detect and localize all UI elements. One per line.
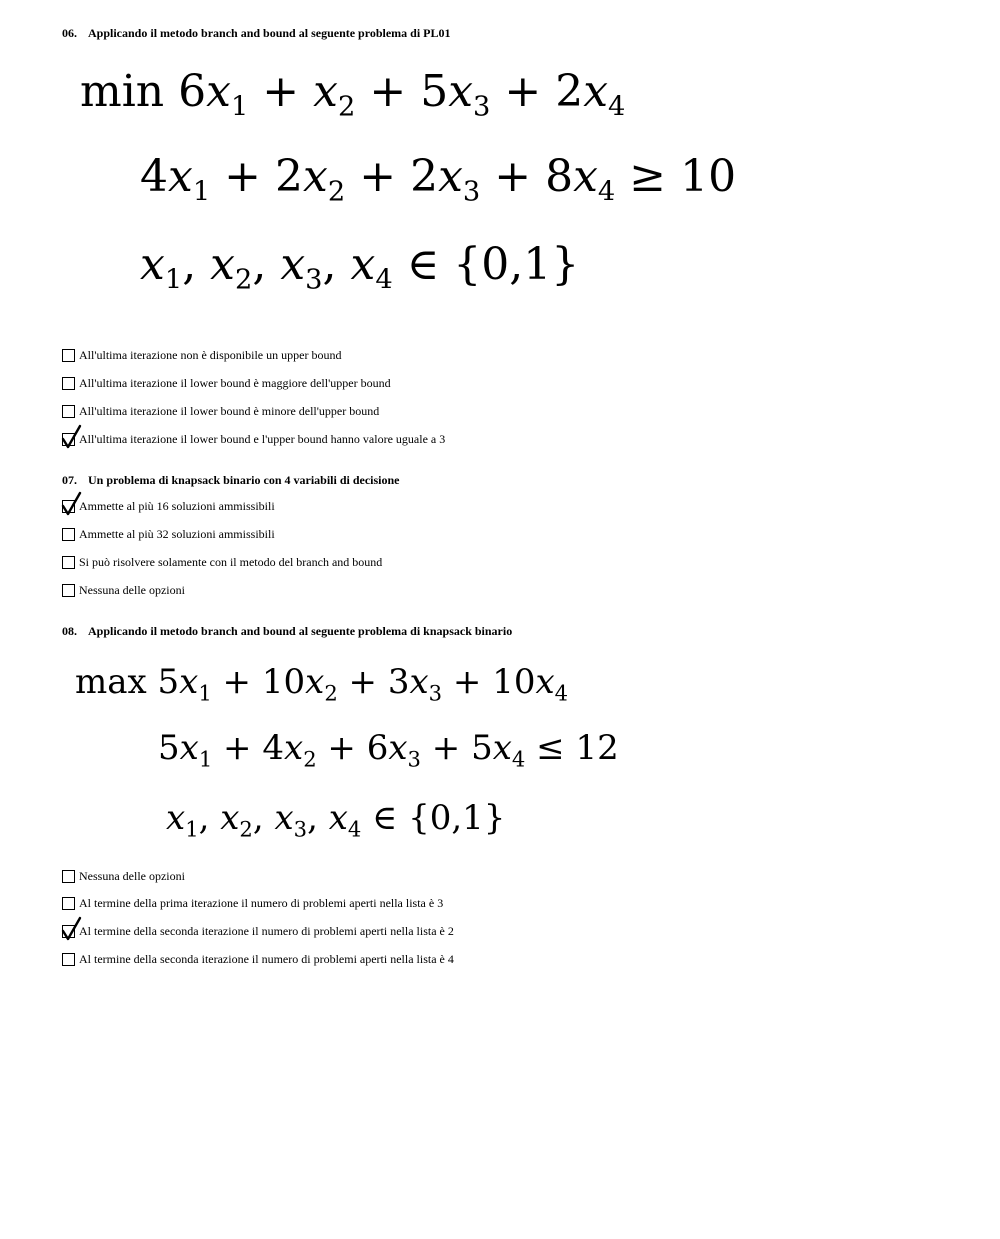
variable-index: 3 (462, 176, 481, 208)
question-06-title: 06. Applicando il metodo branch and bound al seguente problema di PL01 (62, 26, 451, 40)
variable-index: 3 (428, 680, 443, 706)
separator: , (322, 239, 351, 290)
variable-index: 4 (554, 680, 569, 706)
variable: x (179, 728, 199, 768)
variable-index: 1 (198, 746, 213, 772)
variable: x (305, 662, 325, 702)
plus-operator: + (442, 662, 493, 702)
objective-sense: max (75, 662, 158, 702)
right-hand-side: 10 (680, 151, 737, 202)
plus-operator: + (211, 662, 262, 702)
variable: x (535, 662, 555, 702)
variable-index: 2 (324, 680, 338, 706)
q08-constraint (158, 728, 619, 772)
plus-operator: + (316, 728, 367, 768)
coefficient: 2 (410, 151, 439, 202)
variable-index: 1 (198, 680, 212, 706)
q08-option-1[interactable]: Nessuna delle opzioni (62, 868, 185, 884)
coefficient: 4 (140, 151, 168, 202)
variable: x (448, 66, 474, 117)
coefficient: 5 (471, 728, 493, 768)
variable-index: 4 (511, 746, 526, 772)
checkbox[interactable] (62, 349, 75, 362)
variable-index: 4 (375, 264, 393, 296)
variable: x (492, 728, 512, 768)
variable: x (140, 239, 165, 290)
plus-operator: + (248, 66, 314, 117)
variable: x (220, 798, 240, 838)
plus-operator: + (210, 151, 276, 202)
q07-option-3[interactable]: Si può risolvere solamente con il metodo del branch and bound (62, 554, 382, 570)
variable: x (284, 728, 304, 768)
q06-option-2[interactable]: All'ultima iterazione il lower bound è maggiore dell'upper bound (62, 375, 391, 391)
coefficient: 5 (420, 66, 449, 117)
plus-operator: + (355, 66, 421, 117)
separator: , (252, 239, 281, 290)
q07-option-4[interactable]: Nessuna delle opzioni (62, 582, 185, 598)
variable-index: 1 (164, 264, 183, 296)
checkmark-icon (60, 492, 82, 516)
checkbox[interactable] (62, 925, 75, 938)
binary-domain: ∈ {0,1} (392, 239, 580, 290)
variable: x (166, 798, 186, 838)
coefficient: 6 (178, 66, 207, 117)
variable-index: 3 (305, 264, 323, 296)
variable-index: 4 (597, 176, 616, 208)
binary-domain: ∈ {0,1} (361, 798, 506, 838)
separator: , (182, 239, 211, 290)
q06-constraint (140, 151, 737, 208)
coefficient: 2 (555, 66, 584, 117)
relation-operator: ≥ (615, 151, 681, 202)
coefficient: 5 (157, 662, 180, 702)
variable-index: 2 (327, 176, 346, 208)
q08-option-4[interactable]: Al termine della seconda iterazione il numero di problemi aperti nella lista è 4 (62, 951, 454, 967)
checkbox[interactable] (62, 897, 75, 910)
right-hand-side: 12 (575, 728, 619, 768)
coefficient: 2 (275, 151, 304, 202)
coefficient: 10 (261, 662, 306, 702)
variable-index: 2 (337, 91, 356, 123)
q07-option-2[interactable]: Ammette al più 32 soluzioni ammissibili (62, 526, 275, 542)
q08-option-2[interactable]: Al termine della prima iterazione il numero di problemi aperti nella lista è 3 (62, 895, 443, 911)
plus-operator: + (490, 66, 556, 117)
variable: x (313, 66, 338, 117)
coefficient: 5 (158, 728, 180, 768)
variable-index: 1 (192, 176, 211, 208)
question-07-title: 07. Un problema di knapsack binario con 4 variabili di decisione (62, 473, 400, 487)
variable: x (573, 151, 598, 202)
checkbox[interactable] (62, 528, 75, 541)
q06-option-1[interactable]: All'ultima iterazione non è disponibile un upper bound (62, 347, 341, 363)
variable: x (388, 728, 408, 768)
q08-domain (166, 798, 506, 842)
plus-operator: + (480, 151, 546, 202)
relation-operator: ≤ (525, 728, 576, 768)
variable: x (168, 151, 193, 202)
variable: x (583, 66, 609, 117)
q06-objective (80, 66, 626, 123)
variable-index: 1 (230, 91, 249, 123)
q08-objective (75, 662, 569, 706)
q07-option-1[interactable]: Ammette al più 16 soluzioni ammissibili (62, 498, 275, 514)
variable-index: 3 (293, 816, 308, 842)
q06-domain (140, 239, 580, 296)
variable-index: 2 (235, 264, 253, 296)
checkbox[interactable] (62, 584, 75, 597)
separator: , (307, 798, 329, 838)
coefficient: 10 (492, 662, 536, 702)
plus-operator: + (345, 151, 411, 202)
checkbox[interactable] (62, 500, 75, 513)
variable: x (210, 239, 235, 290)
variable-index: 4 (608, 91, 626, 123)
variable: x (206, 66, 231, 117)
variable-index: 3 (407, 746, 421, 772)
objective-sense: min (80, 66, 179, 117)
separator: , (198, 798, 221, 838)
checkmark-icon (60, 917, 82, 941)
plus-operator: + (337, 662, 388, 702)
checkbox[interactable] (62, 870, 75, 883)
variable: x (303, 151, 328, 202)
question-08-title: 08. Applicando il metodo branch and bound al seguente problema di knapsack binario (62, 624, 513, 638)
separator: , (252, 798, 275, 838)
checkbox[interactable] (62, 433, 75, 446)
variable-index: 2 (239, 816, 253, 842)
variable-index: 3 (473, 91, 491, 123)
variable: x (409, 662, 429, 702)
coefficient: 8 (545, 151, 574, 202)
variable: x (350, 239, 376, 290)
checkmark-icon (60, 425, 82, 449)
plus-operator: + (212, 728, 263, 768)
checkbox[interactable] (62, 556, 75, 569)
checkbox[interactable] (62, 377, 75, 390)
q06-option-3[interactable]: All'ultima iterazione il lower bound è minore dell'upper bound (62, 403, 379, 419)
checkbox[interactable] (62, 953, 75, 966)
plus-operator: + (420, 728, 472, 768)
checkbox[interactable] (62, 405, 75, 418)
q08-option-3[interactable]: Al termine della seconda iterazione il numero di problemi aperti nella lista è 2 (62, 923, 454, 939)
q06-option-4[interactable]: All'ultima iterazione il lower bound e l'upper bound hanno valore uguale a 3 (62, 431, 445, 447)
variable-index: 2 (303, 746, 317, 772)
coefficient: 3 (387, 662, 410, 702)
variable-index: 1 (185, 816, 199, 842)
variable: x (274, 798, 294, 838)
variable: x (328, 798, 348, 838)
coefficient: 4 (262, 728, 284, 768)
variable: x (280, 239, 306, 290)
variable-index: 4 (347, 816, 362, 842)
variable: x (438, 151, 463, 202)
variable: x (179, 662, 199, 702)
coefficient: 6 (366, 728, 389, 768)
